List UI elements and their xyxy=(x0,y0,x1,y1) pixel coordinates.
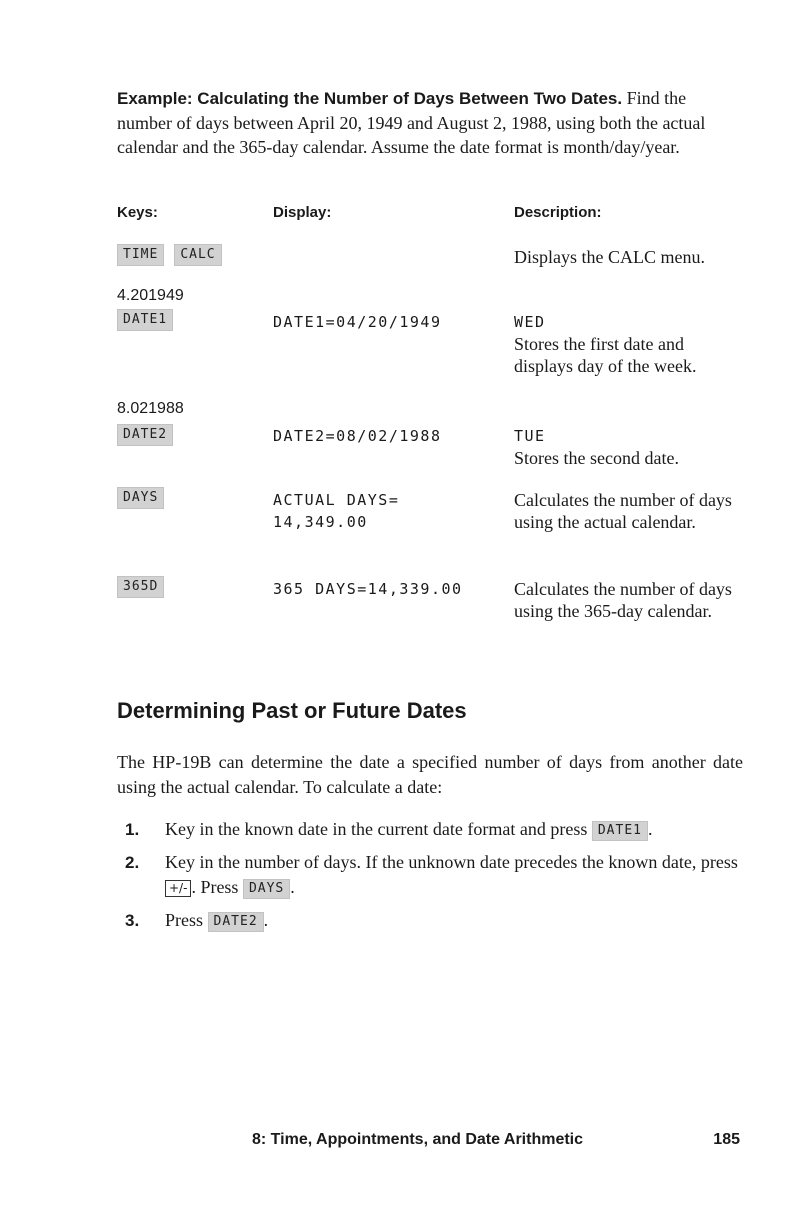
step-2-number: 2. xyxy=(125,853,140,872)
row-5-desc-text: Calculates the number of days using the 365-day calendar. xyxy=(514,579,732,621)
step-2-period: . xyxy=(290,877,295,897)
step-1-period: . xyxy=(648,819,653,839)
step-2 xyxy=(125,850,745,900)
row-2-keys xyxy=(117,285,184,331)
days-softkey: DAYS xyxy=(117,487,164,509)
row-3-desc-text: Stores the second date. xyxy=(514,448,679,468)
section-intro: The HP-19B can determine the date a specified number of days from another date using the actual calendar. To calculate a date: xyxy=(117,752,743,797)
example-body: Find the number of days between April 20, 1949 and August 2, 1988, using both the actual calendar and the 365-day calendar. Assume the date format is month/day/year. xyxy=(117,88,706,157)
row-4-display xyxy=(273,489,399,533)
row-2-desc-text: Stores the first date and displays day of the week. xyxy=(514,334,697,376)
row-5-display xyxy=(273,578,463,600)
step-3-text: Press xyxy=(165,910,204,930)
365d-softkey: 365D xyxy=(117,576,164,598)
step-1-date1-softkey: DATE1 xyxy=(592,821,648,841)
step-1 xyxy=(125,817,745,842)
row-1-description xyxy=(514,246,746,268)
calc-softkey: CALC xyxy=(174,244,221,266)
row-2-display xyxy=(273,311,442,333)
step-3-period: . xyxy=(263,910,269,930)
description-header: Description: xyxy=(514,204,602,221)
row-5-display-line: 365 DAYS=14,339.00 xyxy=(273,580,463,598)
chapter-title: 8: Time, Appointments, and Date Arithmetic xyxy=(252,1131,584,1148)
date1-softkey: DATE1 xyxy=(117,309,173,331)
row-4-desc-text: Calculates the number of days using the actual calendar. xyxy=(514,490,732,532)
keys-header: Keys: xyxy=(117,204,158,221)
section-title: Determining Past or Future Dates xyxy=(117,698,467,723)
row-4-keys xyxy=(117,487,170,509)
change-sign-key: +/- xyxy=(165,880,191,897)
row-2-number: 4.201949 xyxy=(117,287,184,304)
example-title: Example: Calculating the Number of Days Between Two Dates. xyxy=(117,89,623,108)
time-softkey: TIME xyxy=(117,244,164,266)
step-3-date2-softkey: DATE2 xyxy=(208,912,264,932)
row-3-day: TUE xyxy=(514,427,546,445)
row-2-description xyxy=(514,311,746,377)
step-2-text-a: Key in the number of days. If the unknown date precedes the known date, press xyxy=(165,852,738,872)
step-2-text-b: . Press xyxy=(191,877,239,897)
display-header: Display: xyxy=(273,204,332,221)
row-2-display-line: DATE1=04/20/1949 xyxy=(273,313,442,331)
date2-softkey: DATE2 xyxy=(117,424,173,446)
row-2-day: WED xyxy=(514,313,546,331)
page-number: 185 xyxy=(713,1131,740,1148)
row-3-display-line: DATE2=08/02/1988 xyxy=(273,427,442,445)
step-3-number: 3. xyxy=(125,911,140,930)
row-1-keys xyxy=(117,244,228,266)
row-3-description xyxy=(514,425,746,469)
row-3-keys xyxy=(117,398,184,446)
step-3 xyxy=(125,908,745,933)
step-1-number: 1. xyxy=(125,820,140,839)
row-5-keys xyxy=(117,576,170,598)
row-3-number: 8.021988 xyxy=(117,400,184,417)
example-paragraph xyxy=(117,86,742,159)
row-5-description xyxy=(514,578,746,622)
row-4-description xyxy=(514,489,746,533)
step-1-text: Key in the known date in the current date format and press xyxy=(165,819,588,839)
row-4-display-line-2: 14,349.00 xyxy=(273,513,368,531)
row-3-display xyxy=(273,425,442,447)
row-4-display-line-1: ACTUAL DAYS= xyxy=(273,491,400,509)
row-1-desc-text: Displays the CALC menu. xyxy=(514,247,705,267)
steps-list xyxy=(125,817,745,941)
step-2-days-softkey: DAYS xyxy=(243,879,290,899)
